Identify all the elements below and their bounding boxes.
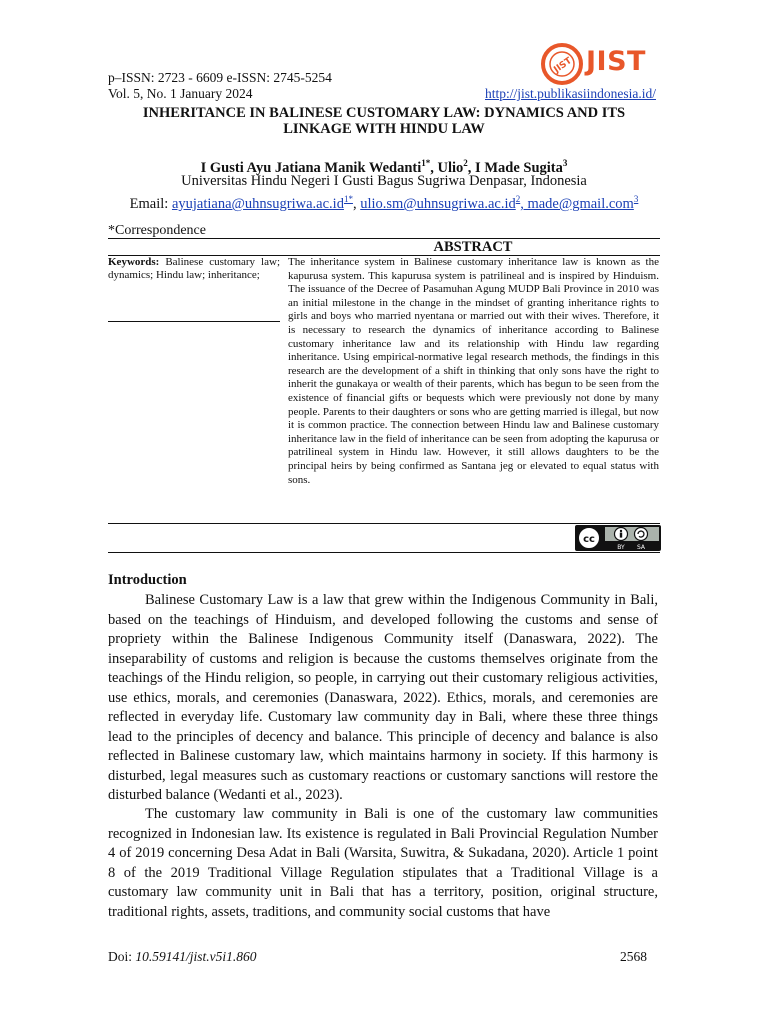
email-link-2[interactable]: ulio.sm@uhnsugriwa.ac.id (360, 195, 516, 212)
keywords-text: Balinese customary law; dynamics; Hindu law; inheritance; (108, 256, 280, 281)
email-2-sup: 2 (515, 194, 521, 204)
logo-text: JIST (586, 46, 646, 77)
paper-title: INHERITANCE IN BALINESE CUSTOMARY LAW: DYNAMICS AND ITS LINKAGE WITH HINDU LAW (142, 105, 626, 137)
journal-url-link[interactable]: http://jist.publikasiindonesia.id/ (485, 86, 656, 101)
author-2: Ulio (437, 159, 464, 176)
page-number: 2568 (620, 949, 647, 964)
logo-ring-icon (540, 42, 584, 86)
intro-paragraph-1: Balinese Customary Law is a law that grew within the Indigenous Community in Bali, based on the teachings of Hinduism, and developed following the customs and sense of propriety within the Balinese Indigenous Community itself (Danaswara, 2022). The inseparability of customs and religion is because the customs themselves originate from the teachings of the Hindu religion, so people, in carrying out their customary religious activities, use ethics, morals, and ceremonies (Danaswara, 2022). Ethics, morals, and ceremonies are reflected in everyday life. Customary law community day in Bali, where these three things lead to the principles of decency and balance. This principle of decency and balance is also reflected in Balinese customary law, which maintains harmony in society. If this harmony is disturbed, legal measures such as customary reactions or customary sanctions will restore the disturbed balance (Wedanti et al., 2023). (108, 592, 658, 803)
issn-line: p–ISSN: 2723 - 6609 e-ISSN: 2745-5254 (108, 70, 332, 85)
abstract-heading: ABSTRACT (433, 239, 513, 255)
email-line (108, 190, 660, 213)
volume-line: Vol. 5, No. 1 January 2024 (108, 86, 253, 101)
intro-paragraph-2: The customary law community in Bali is one of the customary law communities recognized in Indonesian law. Its existence is regulated in Bali Provincial Regulation Number 4 of 2019 concerning Desa Adat in Bali (Warsita, Suwitra, & Sukadana, 2020). Article 1 point 8 of the 2019 Traditional Village Regulation stipulates that a Traditional Village is a customary law community unit in Bali that has a territory, position, original structure, traditional rights, assets, traditions, and community social customs that have (108, 806, 658, 920)
abstract-body: The inheritance system in Balinese customary inheritance law is known as the kapurusa system. This kapurusa system is patrilineal and is inspired by Hinduism. The issuance of the Decree of Pasamuhan Agung MUDP Bali Province in 2010 was an initial milestone in the change in the mindset of granting inheritance rights to girls and boys who married nyentana or married out with their wives. Therefore, it is necessary to research the dynamics of inheritance according to Balinese customary inheritance law and its relationship with Hindu law regarding inheritance. Using empirical-normative legal research methods, the findings in this research are the development of a shift in thinking that only sons have the right to inherit the gunakaya or wealth of their parents, which has begun to be seen from the existence of financial gifts or bequests which were previously not done by many people. Parents to their daughters or sons who are getting married is illegal, but now it is common practice. The connection between Hindu law and Balinese customary inheritance law in the field of inheritance can be seen from adopting the kapurusa or patrilineal system in Hindu law. However, it still allows daughters to be the principal heirs by being confirmed as Santana jeg or elevated to equal status with sons. (288, 256, 659, 486)
author-sep-2: , (467, 159, 476, 176)
email-3-sup: 3 (633, 194, 639, 204)
affiliation: Universitas Hindu Negeri I Gusti Bagus Sugriwa Denpasar, Indonesia (181, 173, 587, 189)
author-1: I Gusti Ayu Jatiana Manik Wedanti (200, 159, 422, 176)
doi-value: 10.59141/jist.v5i1.860 (135, 949, 257, 964)
jist-logo (540, 42, 660, 88)
email-link-1[interactable]: ayujatiana@uhnsugriwa.ac.id (171, 195, 344, 212)
license-by-label: BY (617, 544, 625, 551)
abstract-body-rule (108, 523, 660, 524)
email-label: Email: (129, 195, 172, 212)
author-sep-1: , (430, 159, 438, 176)
author-1-sup: 1* (421, 158, 431, 168)
cc-by-sa-license-icon (575, 525, 661, 551)
author-2-sup: 2 (463, 158, 468, 168)
email-1-sup: 1* (343, 194, 353, 204)
doi-label: Doi: (108, 949, 136, 964)
doi-line (108, 949, 257, 965)
abstract-bottom-rule (108, 552, 660, 553)
author-3: I Made Sugita (475, 159, 563, 176)
email-link-3[interactable]: , made@gmail.com (520, 195, 634, 212)
svg-text:cc: cc (583, 534, 595, 545)
keywords (108, 256, 280, 282)
author-3-sup: 3 (562, 158, 568, 168)
keywords-rule (108, 321, 280, 322)
introduction-heading: Introduction (108, 572, 187, 588)
correspondence-note: *Correspondence (108, 223, 206, 238)
keywords-label: Keywords: (108, 256, 160, 268)
license-sa-label: SA (636, 544, 646, 551)
email-sep: , (352, 195, 361, 212)
logo-ring-text: JIST (552, 55, 574, 76)
